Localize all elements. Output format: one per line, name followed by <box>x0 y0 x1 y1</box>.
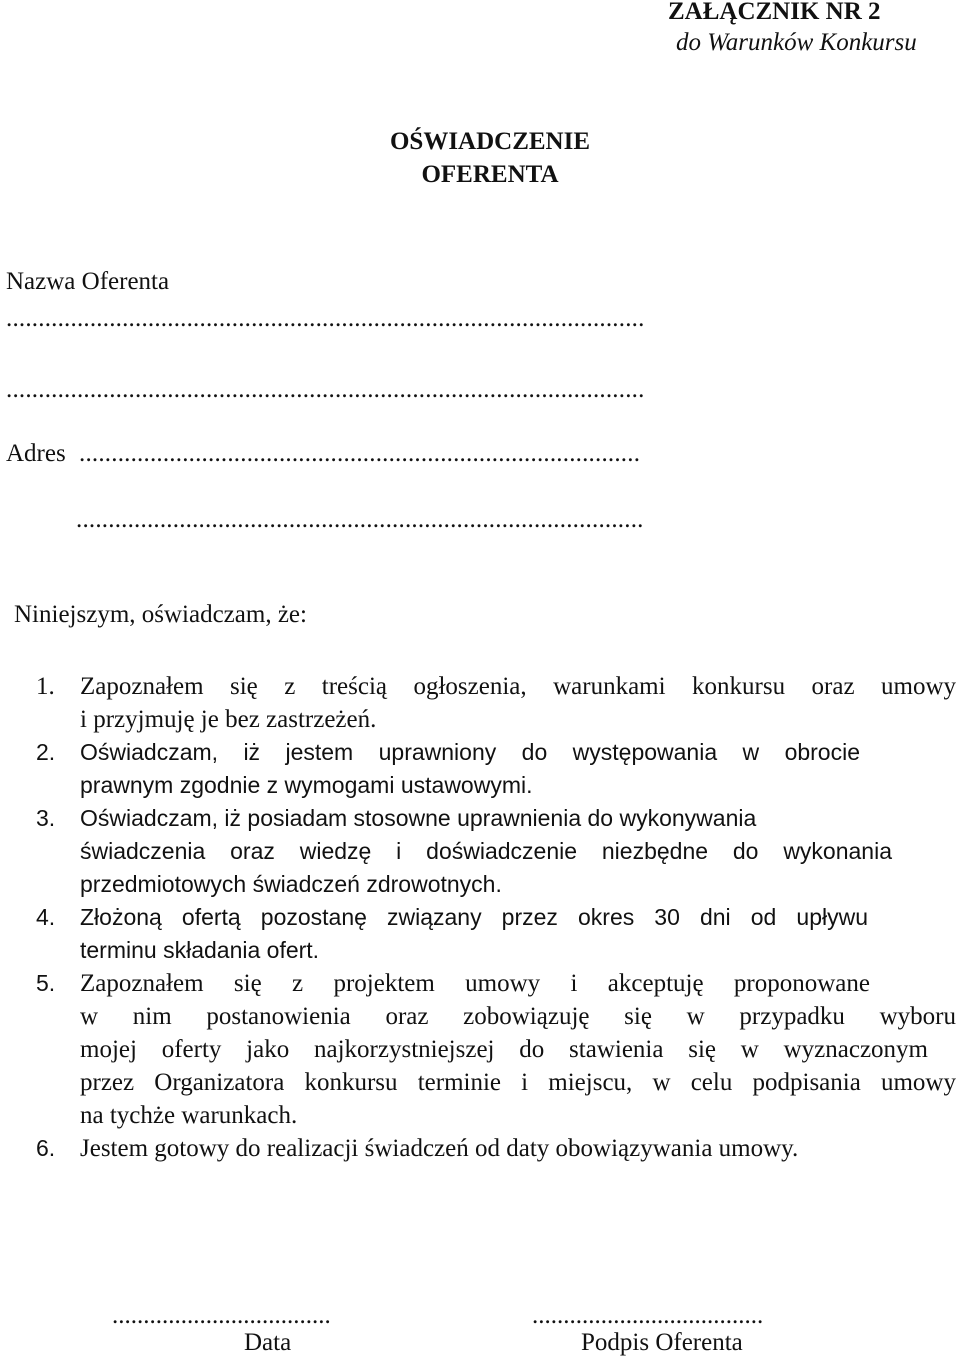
address-label: Adres <box>6 440 66 467</box>
statement-line: mojej oferty jako najkorzystniejszej do stawienia się w wyznaczonym <box>80 1036 928 1063</box>
statement-number: 4. <box>36 904 56 930</box>
statement-number: 5. <box>36 970 56 996</box>
statement-line: przedmiotowych świadczeń zdrowotnych. <box>80 871 502 897</box>
offeror-name-label: Nazwa Oferenta <box>6 268 170 295</box>
offeror-signature-line: ..................................... <box>532 1302 764 1329</box>
statement-item <box>36 802 956 901</box>
statement-number: 2. <box>36 739 56 765</box>
statement-line: prawnym zgodnie z wymogami ustawowymi. <box>80 772 533 798</box>
statement-number: 1. <box>36 673 55 700</box>
statement-line: Oświadczam, iż jestem uprawniony do występowania w obrocie <box>80 739 860 765</box>
annex-subtitle: do Warunków Konkursu <box>676 29 917 56</box>
statement-item <box>36 736 956 802</box>
offeror-name-line-1: ................................................................................................... <box>6 306 645 331</box>
offeror-signature-label: Podpis Oferenta <box>581 1329 743 1356</box>
address-line-2: ........................................................................................ <box>76 507 644 532</box>
statement-line: Złożoną ofertą pozostanę związany przez okres 30 dni od upływu <box>80 904 868 930</box>
statement-line: i przyjmuję je bez zastrzeżeń. <box>80 706 377 733</box>
statement-item <box>36 670 956 736</box>
document-subtitle: OFERENTA <box>421 161 559 188</box>
date-signature-line: ................................... <box>112 1302 331 1329</box>
statement-line: Zapoznałem się z projektem umowy i akceptuję proponowane <box>80 970 870 997</box>
document-title: OŚWIADCZENIE <box>389 128 591 155</box>
statement-number: 6. <box>36 1135 56 1161</box>
statements-list <box>36 670 956 1165</box>
statement-number: 3. <box>36 805 56 831</box>
statement-line: Jestem gotowy do realizacji świadczeń od daty obowiązywania umowy. <box>80 1135 799 1162</box>
date-label: Data <box>244 1329 292 1356</box>
statement-line: świadczenia oraz wiedzę i doświadczenie niezbędne do wykonania <box>80 838 892 864</box>
statement-item <box>36 967 956 1132</box>
statement-item <box>36 901 956 967</box>
statement-item <box>36 1132 956 1165</box>
statement-line: Zapoznałem się z treścią ogłoszenia, warunkami konkursu oraz umowy <box>80 673 956 700</box>
statement-line: na tychże warunkach. <box>80 1102 298 1129</box>
offeror-name-line-2: ................................................................................................... <box>6 377 645 402</box>
statement-line: Oświadczam, iż posiadam stosowne uprawnienia do wykonywania <box>80 805 757 831</box>
statement-line: terminu składania ofert. <box>80 937 320 963</box>
declaration-intro: Niniejszym, oświadczam, że: <box>14 601 307 628</box>
statement-line: przez Organizatora konkursu terminie i miejscu, w celu podpisania umowy <box>80 1069 956 1096</box>
statement-line: w nim postanowienia oraz zobowiązuję się w przypadku wyboru <box>80 1003 956 1030</box>
annex-title: ZAŁĄCZNIK NR 2 <box>668 0 881 25</box>
address-line-1: ....................................................................................... <box>79 441 641 466</box>
